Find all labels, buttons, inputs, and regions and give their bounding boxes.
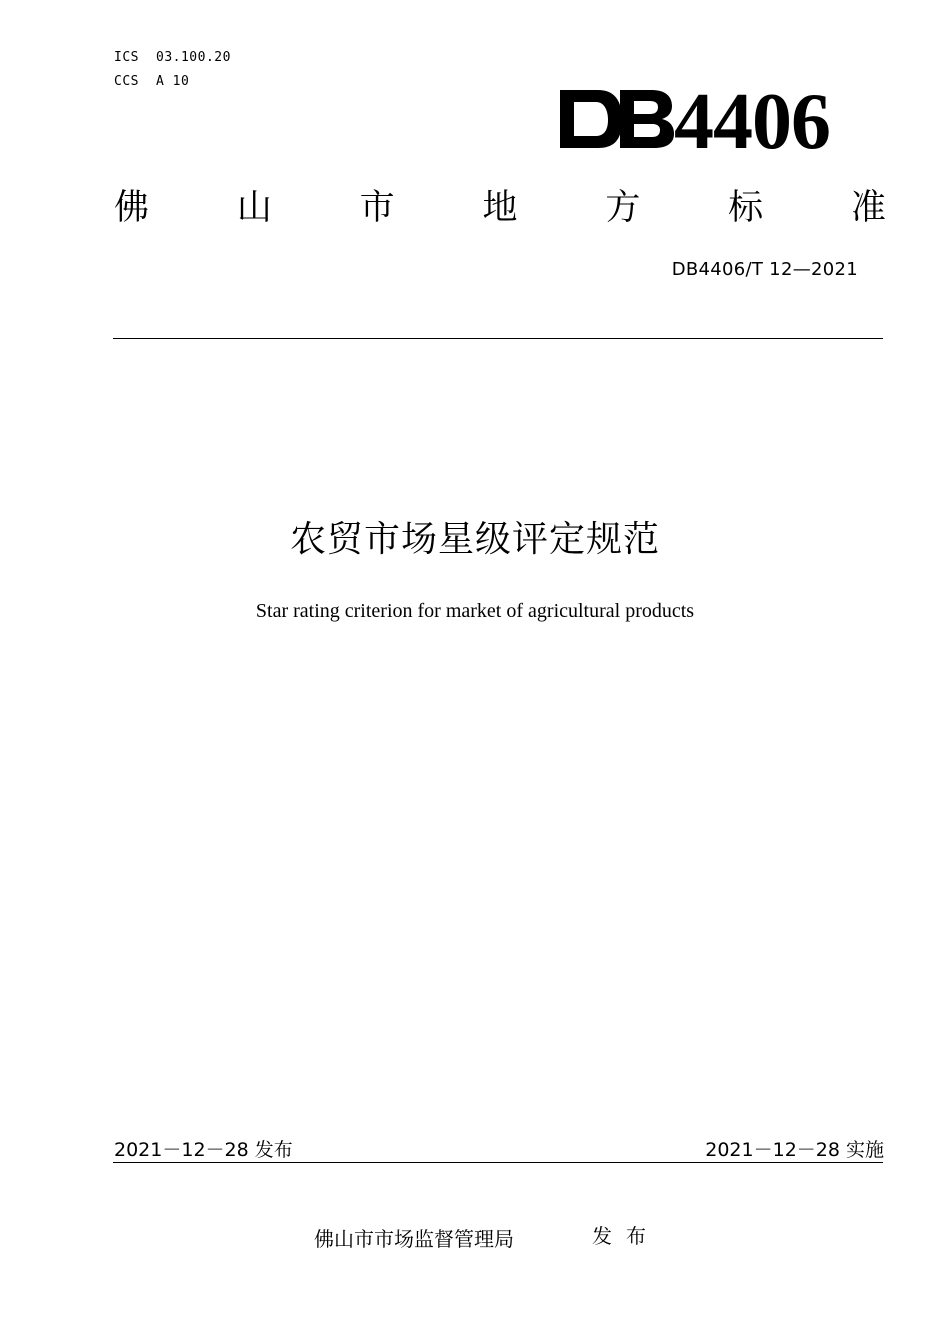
ics-classification — [114, 50, 231, 65]
standard-level-char: 方 — [605, 188, 641, 228]
standard-level-char: 山 — [236, 188, 272, 228]
standard-level-char: 地 — [482, 188, 518, 228]
standard-level-char: 佛 — [114, 188, 150, 228]
standard-level-char: 市 — [359, 188, 395, 228]
standard-logo — [556, 78, 862, 160]
implementation-date: 2021－12－28 实施 — [705, 1139, 884, 1161]
issue-date: 2021－12－28 发布 — [114, 1139, 293, 1161]
publisher-name: 佛山市市场监督管理局 — [314, 1227, 514, 1251]
header-divider — [113, 338, 883, 339]
standard-level-heading — [114, 186, 886, 230]
standard-number: DB4406/T 12—2021 — [671, 259, 858, 280]
ccs-code: A 10 — [156, 74, 190, 89]
ics-label: ICS — [114, 50, 139, 65]
publish-action: 发布 — [592, 1224, 660, 1248]
document-title-chinese: 农贸市场星级评定规范 — [289, 519, 660, 560]
logo-digits: 4406 — [674, 78, 830, 160]
standard-level-char: 准 — [850, 188, 886, 228]
footer-divider — [113, 1162, 883, 1163]
document-title-english: Star rating criterion for market of agricultural products — [255, 600, 695, 622]
ccs-label: CCS — [114, 74, 139, 89]
standard-level-char: 标 — [728, 188, 764, 228]
ccs-classification — [114, 74, 189, 89]
ics-code: 03.100.20 — [156, 50, 231, 65]
